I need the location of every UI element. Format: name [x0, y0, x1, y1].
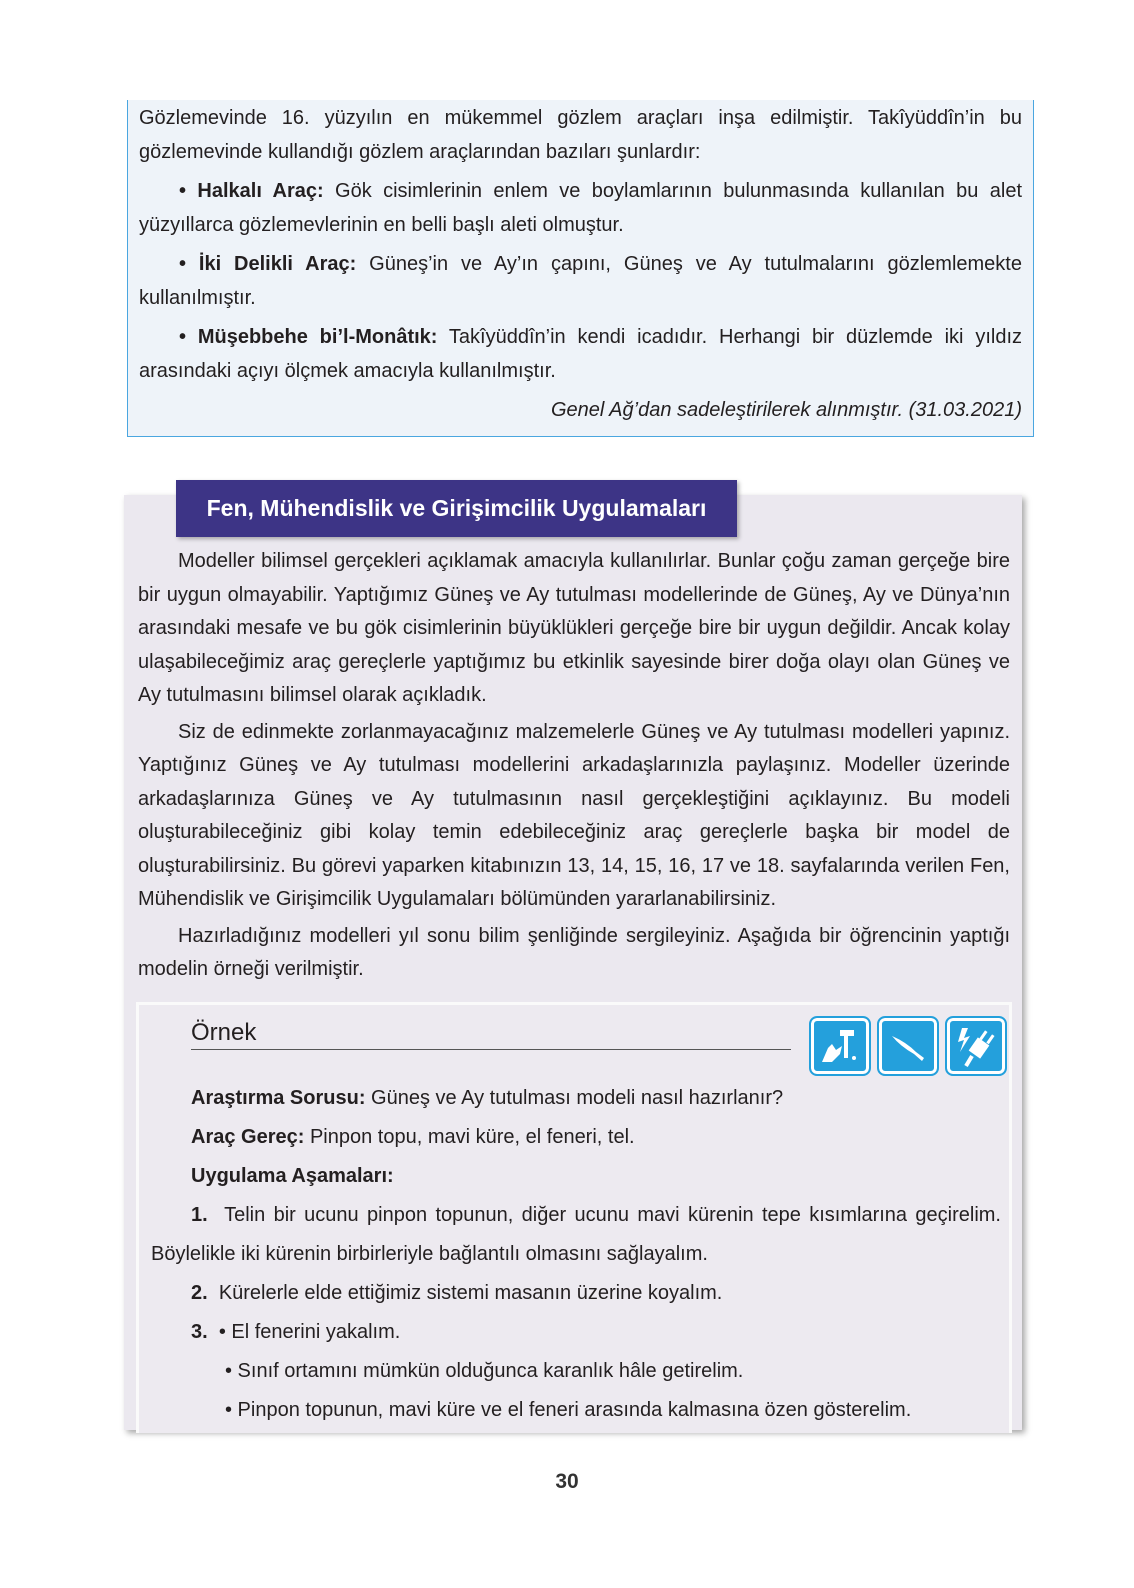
step-2	[191, 1274, 1001, 1313]
definition: Güneş’in ve Ay’ın çapını, Güneş ve Ay tutulmalarını gözlemlemekte kullanılmıştır.	[139, 253, 1022, 309]
example-body	[151, 1079, 1001, 1430]
paragraph: Hazırladığınız modelleri yıl sonu bilim şenliğinde sergileyiniz. Aşağıda bir öğrencinin yaptığı modelin örneği verilmiştir.	[138, 924, 1010, 980]
value: Pinpon topu, mavi küre, el feneri, tel.	[304, 1126, 635, 1148]
definition: Gök cisimlerinin enlem ve boylamlarının bulunmasında kullanılan bu alet yüzyıllarca gözlemevlerinin en belli başlı aleti olmuştur.	[139, 180, 1022, 236]
list-item	[139, 321, 1022, 388]
example-title: Örnek	[191, 1019, 791, 1050]
step-number: 3.	[191, 1321, 208, 1343]
step-3	[191, 1313, 1001, 1352]
value: Güneş ve Ay tutulması modeli nasıl hazırlanır?	[365, 1087, 784, 1109]
list-item	[139, 175, 1022, 242]
intro-box	[127, 100, 1034, 437]
paragraph: Modeller bilimsel gerçekleri açıklamak amacıyla kullanılırlar. Bunlar çoğu zaman gerçeğe bire bir uygun olmayabilir. Yaptığımız Güneş ve Ay tutulması modellerinde de Güneş, Ay ve Dünya’nın arasındaki mesafe ve bu gök cisimlerinin büyüklükleri gerçeğe bire bir uygun değildir. Ancak kolay ulaşabileceğimiz araç gereçlerle yaptığımız bu etkinlik sayesinde birer doğa olayı olan Güneş ve Ay tutulmasını bilimsel olarak açıkladık.	[138, 550, 1010, 706]
source-note: Genel Ağ’dan sadeleştirilerek alınmıştır. (31.03.2021)	[551, 399, 1022, 421]
intro-paragraph: Gözlemevinde 16. yüzyılın en mükemmel gözlem araçları inşa edilmiştir. Takîyüddîn’in bu gözlemevinde kullandığı gözlem araçlarından bazıları şunlardır:	[139, 107, 1022, 163]
label: Araştırma Sorusu:	[191, 1087, 366, 1109]
knife-icon	[877, 1016, 939, 1076]
tools	[191, 1118, 1001, 1157]
section-title: Fen, Mühendislik ve Girişimcilik Uygulamaları	[176, 480, 737, 537]
term: • Müşebbehe bi’l-Monâtık:	[179, 326, 438, 348]
label: Araç Gereç:	[191, 1126, 305, 1148]
research-question	[191, 1079, 1001, 1118]
step-number: 2.	[191, 1282, 208, 1304]
step-text: Telin bir ucunu pinpon topunun, diğer ucunu mavi kürenin tepe kısımlarına geçirelim. Böylelikle iki kürenin birbirleriyle bağlantılı olmasını sağlayalım.	[151, 1204, 1001, 1265]
definition: Takîyüddîn’in kendi icadıdır. Herhangi bir düzlemde iki yıldız arasındaki açıyı ölçmek amacıyla kullanılmıştır.	[139, 326, 1022, 382]
step-text: • El fenerini yakalım.	[218, 1321, 401, 1343]
step-text: Kürelerle elde ettiğimiz sistemi masanın üzerine koyalım.	[218, 1282, 723, 1304]
steps-heading	[191, 1157, 1001, 1196]
step-number: 1.	[191, 1204, 208, 1226]
electric-plug-icon	[945, 1016, 1007, 1076]
list-item	[139, 248, 1022, 315]
label: Uygulama Aşamaları:	[191, 1165, 394, 1187]
example-box	[136, 1002, 1012, 1433]
fmg-body	[138, 545, 1010, 990]
page-number: 30	[555, 1470, 579, 1493]
step-1	[151, 1196, 1001, 1274]
hand-wash-icon	[809, 1016, 871, 1076]
term: • İki Delikli Araç:	[179, 253, 357, 275]
step-3-bullet: • Sınıf ortamını mümkün olduğunca karanlık hâle getirelim.	[225, 1360, 744, 1382]
term: • Halkalı Araç:	[179, 180, 324, 202]
step-3-bullet: • Pinpon topunun, mavi küre ve el feneri arasında kalmasına özen gösterelim.	[225, 1399, 912, 1421]
paragraph: Siz de edinmekte zorlanmayacağınız malzemelerle Güneş ve Ay tutulması modelleri yapınız. Yaptığınız Güneş ve Ay tutulması modellerini arkadaşlarınızla paylaşınız. Modeller üzerinde arkadaşlarınıza Güneş ve Ay tutulmasının nasıl gerçekleştiğini açıklayınız. Bu modeli oluşturabileceğiniz gibi kolay temin edebileceğiniz araç gereçlerle başka bir model de oluşturabilirsiniz. Bu görevi yaparken kitabınızın 13, 14, 15, 16, 17 ve 18. sayfalarında verilen Fen, Mühendislik ve Girişimcilik Uygulamaları bölümünden yararlanabilirsiniz.	[138, 720, 1010, 910]
